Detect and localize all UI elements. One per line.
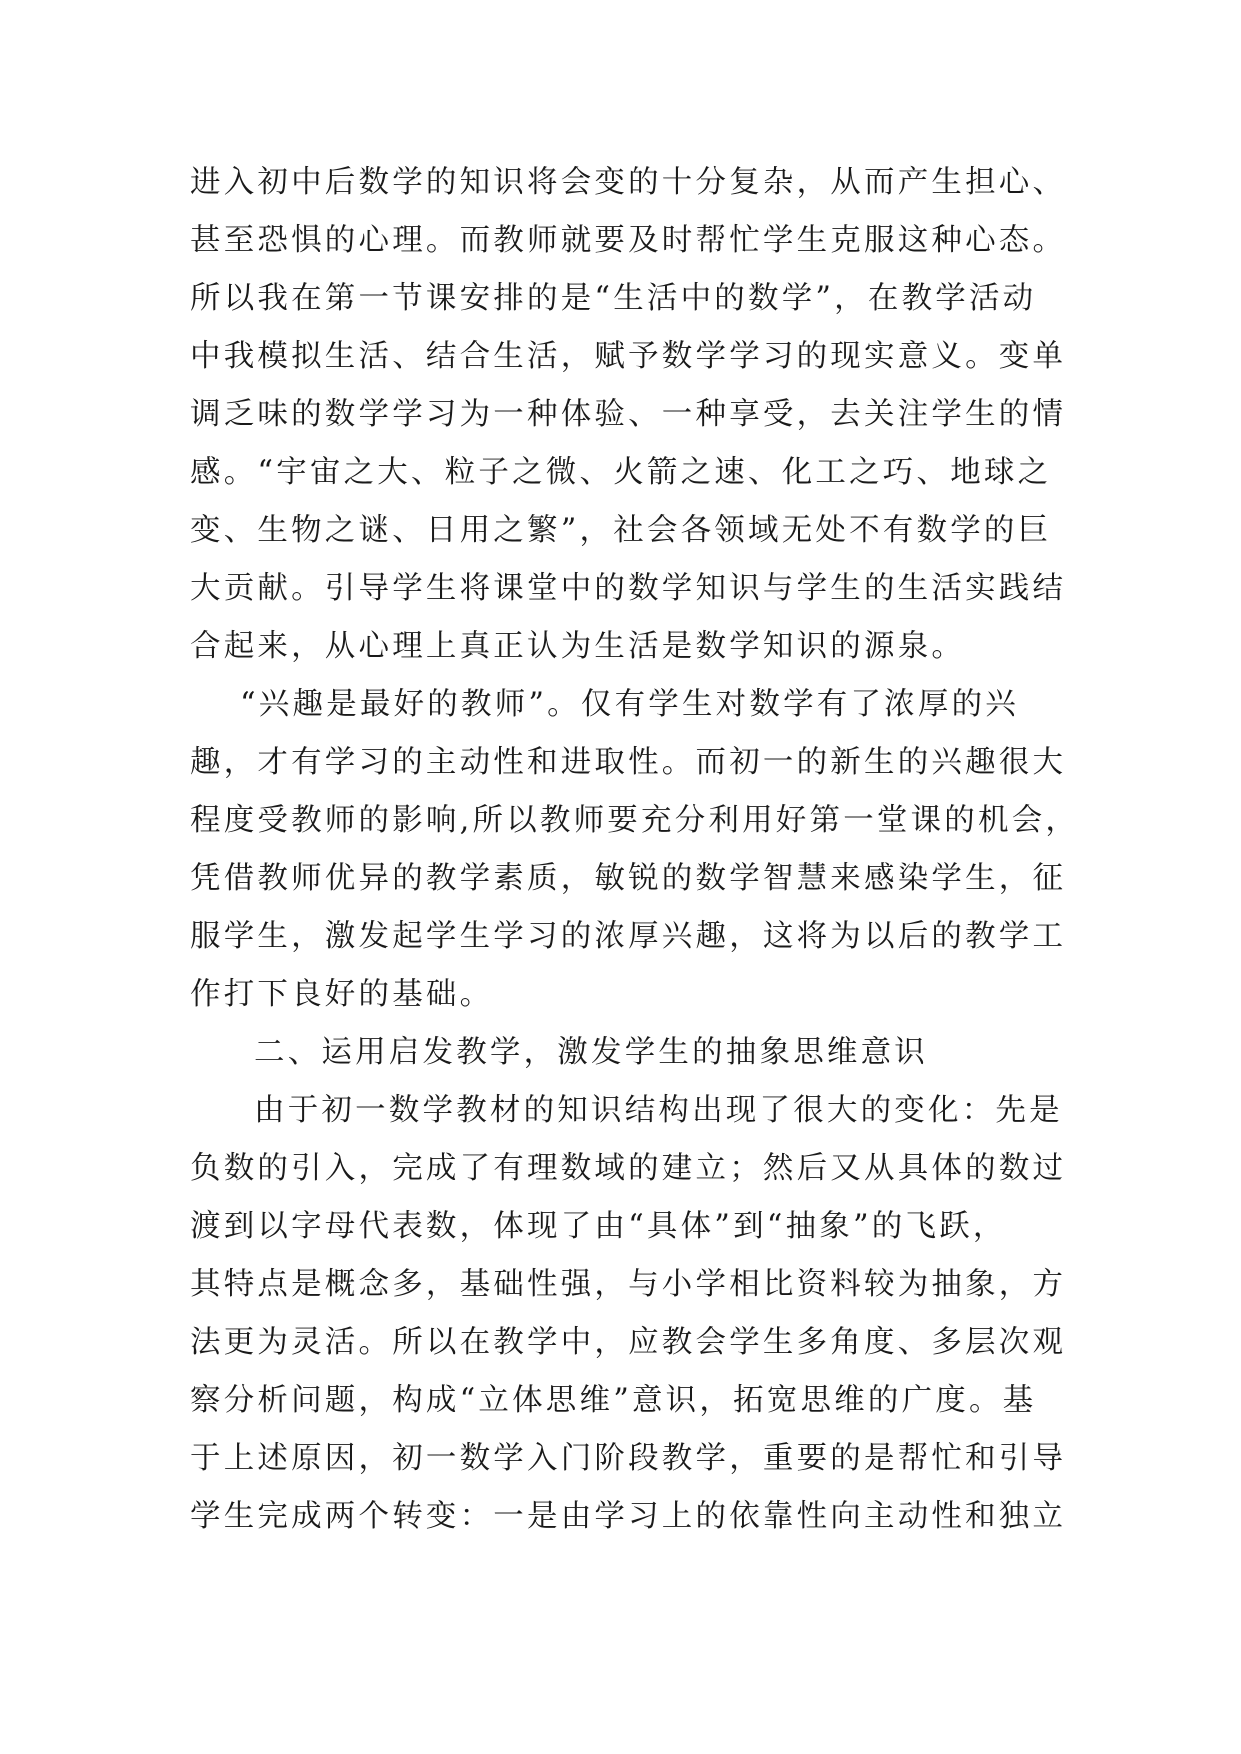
text-line: 中我模拟生活、结合生活，赋予数学学习的现实意义。变单 <box>190 339 1067 374</box>
text-line: 趣，才有学习的主动性和进取性。而初一的新生的兴趣很大 <box>190 745 1067 780</box>
text-line: 所以我在第一节课安排的是“生活中的数学”，在教学活动 <box>190 281 1037 316</box>
body-text <box>190 154 1080 1546</box>
text-line: 合起来，从心理上真正认为生活是数学知识的源泉。 <box>190 629 966 664</box>
text-line: 甚至恐惧的心理。而教师就要及时帮忙学生克服这种心态。 <box>190 223 1067 258</box>
text-line: 进入初中后数学的知识将会变的十分复杂，从而产生担心、 <box>190 165 1067 200</box>
paragraph-start-line: 由于初一数学教材的知识结构出现了很大的变化：先是 <box>254 1093 1063 1128</box>
text-line: 大贡献。引导学生将课堂中的数学知识与学生的生活实践结 <box>190 571 1067 606</box>
text-line: 服学生，激发起学生学习的浓厚兴趣，这将为以后的教学工 <box>190 919 1067 954</box>
text-line: 变、生物之谜、日用之繁”，社会各领域无处不有数学的巨 <box>190 513 1052 548</box>
text-line: 感。“宇宙之大、粒子之微、火箭之速、化工之巧、地球之 <box>190 455 1052 490</box>
section-heading: 二、运用启发教学，激发学生的抽象思维意识 <box>254 1035 928 1070</box>
text-line: 察分析问题，构成“立体思维”意识，拓宽思维的广度。基 <box>190 1383 1037 1418</box>
text-line: 负数的引入，完成了有理数域的建立；然后又从具体的数过 <box>190 1151 1067 1186</box>
text-line: 作打下良好的基础。 <box>190 977 494 1012</box>
text-line: 程度受教师的影响,所以教师要充分利用好第一堂课的机会， <box>190 803 1080 838</box>
text-line: 调乏味的数学学习为一种体验、一种享受，去关注学生的情 <box>190 397 1067 432</box>
text-line: 学生完成两个转变：一是由学习上的依靠性向主动性和独立 <box>190 1499 1067 1534</box>
text-line: 凭借教师优异的教学素质，敏锐的数学智慧来感染学生，征 <box>190 861 1067 896</box>
text-line: 于上述原因，初一数学入门阶段教学，重要的是帮忙和引导 <box>190 1441 1067 1476</box>
paragraph-start-line: “兴趣是最好的教师”。仅有学生对数学有了浓厚的兴 <box>240 687 1019 722</box>
text-line: 渡到以字母代表数，体现了由“具体”到“抽象”的飞跃， <box>190 1209 1007 1244</box>
text-line: 其特点是概念多，基础性强，与小学相比资料较为抽象，方 <box>190 1267 1067 1302</box>
text-line: 法更为灵活。所以在教学中，应教会学生多角度、多层次观 <box>190 1325 1067 1360</box>
